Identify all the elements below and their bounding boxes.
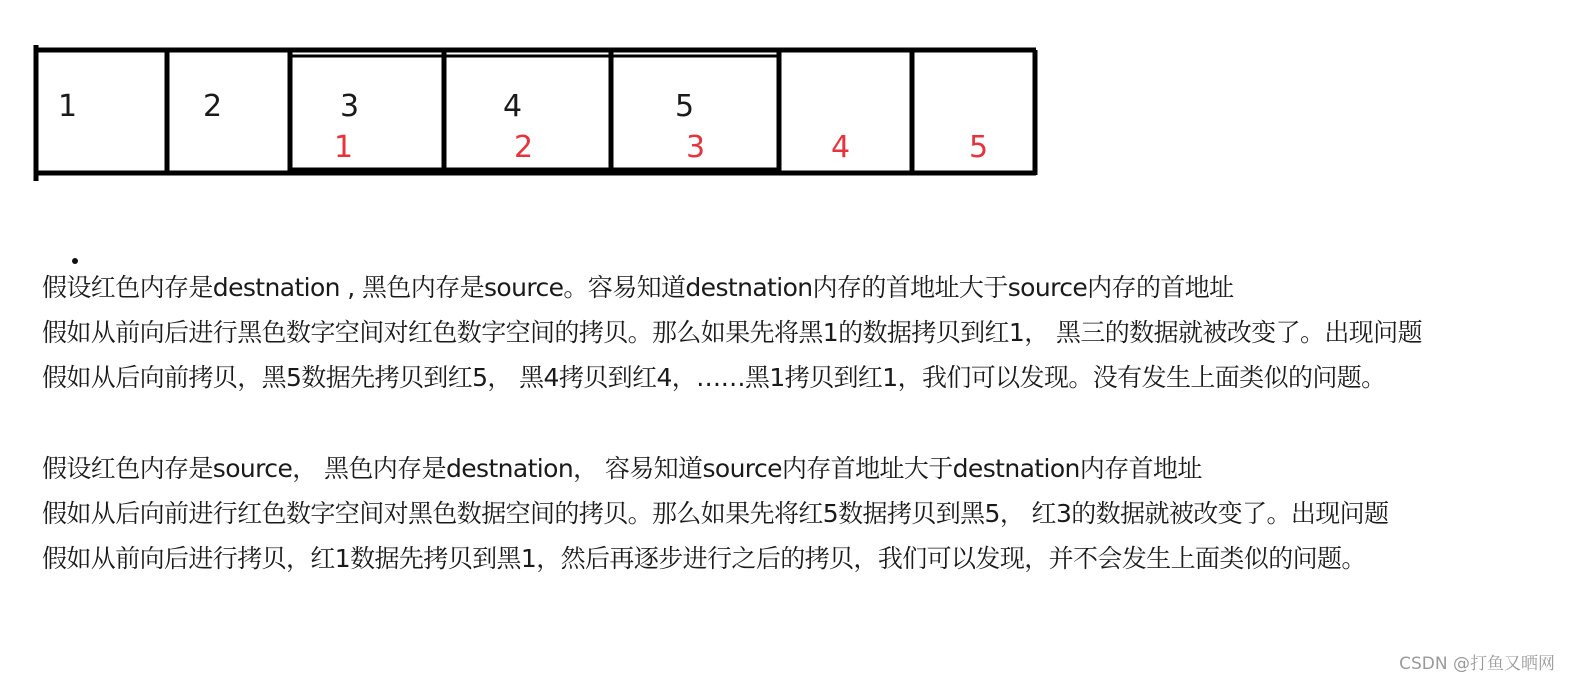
text-line: 假如从后向前进行红色数字空间对黑色数据空间的拷贝。那么如果先将红5数据拷贝到黑5， 红3的数据就被改变了。出现问题 xyxy=(42,499,1389,528)
memory-cells-diagram xyxy=(0,0,1100,200)
text-line: 假如从后向前拷贝，黑5数据先拷贝到红5， 黑4拷贝到红4，……黑1拷贝到红1，我们可以发现。没有发生上面类似的问题。 xyxy=(42,363,1386,392)
red-number-2: 2 xyxy=(514,130,534,165)
text-line: 假设红色内存是source， 黑色内存是destnation， 容易知道source内存首地址大于destnation内存首地址 xyxy=(42,454,1202,483)
paragraph-source-greater xyxy=(42,446,1388,581)
black-number-5: 5 xyxy=(675,89,695,124)
text-line: 假如从前向后进行黑色数字空间对红色数字空间的拷贝。那么如果先将黑1的数据拷贝到红1， 黑三的数据就被改变了。出现问题 xyxy=(42,318,1422,347)
text-line: 假设红色内存是destnation , 黑色内存是source。容易知道destnation内存的首地址大于source内存的首地址 xyxy=(42,273,1234,302)
bullet-dot xyxy=(72,258,78,264)
black-number-4: 4 xyxy=(503,89,523,124)
text-line: 假如从前向后进行拷贝，红1数据先拷贝到黑1，然后再逐步进行之后的拷贝，我们可以发现，并不会发生上面类似的问题。 xyxy=(42,544,1366,573)
black-number-2: 2 xyxy=(203,89,223,124)
black-number-1: 1 xyxy=(58,89,78,124)
red-number-4: 4 xyxy=(831,130,851,165)
black-number-3: 3 xyxy=(340,89,360,124)
cell-borders xyxy=(34,45,1036,181)
red-number-3: 3 xyxy=(686,130,706,165)
red-number-5: 5 xyxy=(969,130,989,165)
paragraph-dest-greater xyxy=(42,265,1422,400)
red-number-1: 1 xyxy=(334,130,354,165)
watermark: CSDN @打鱼又晒网 xyxy=(1399,654,1555,674)
